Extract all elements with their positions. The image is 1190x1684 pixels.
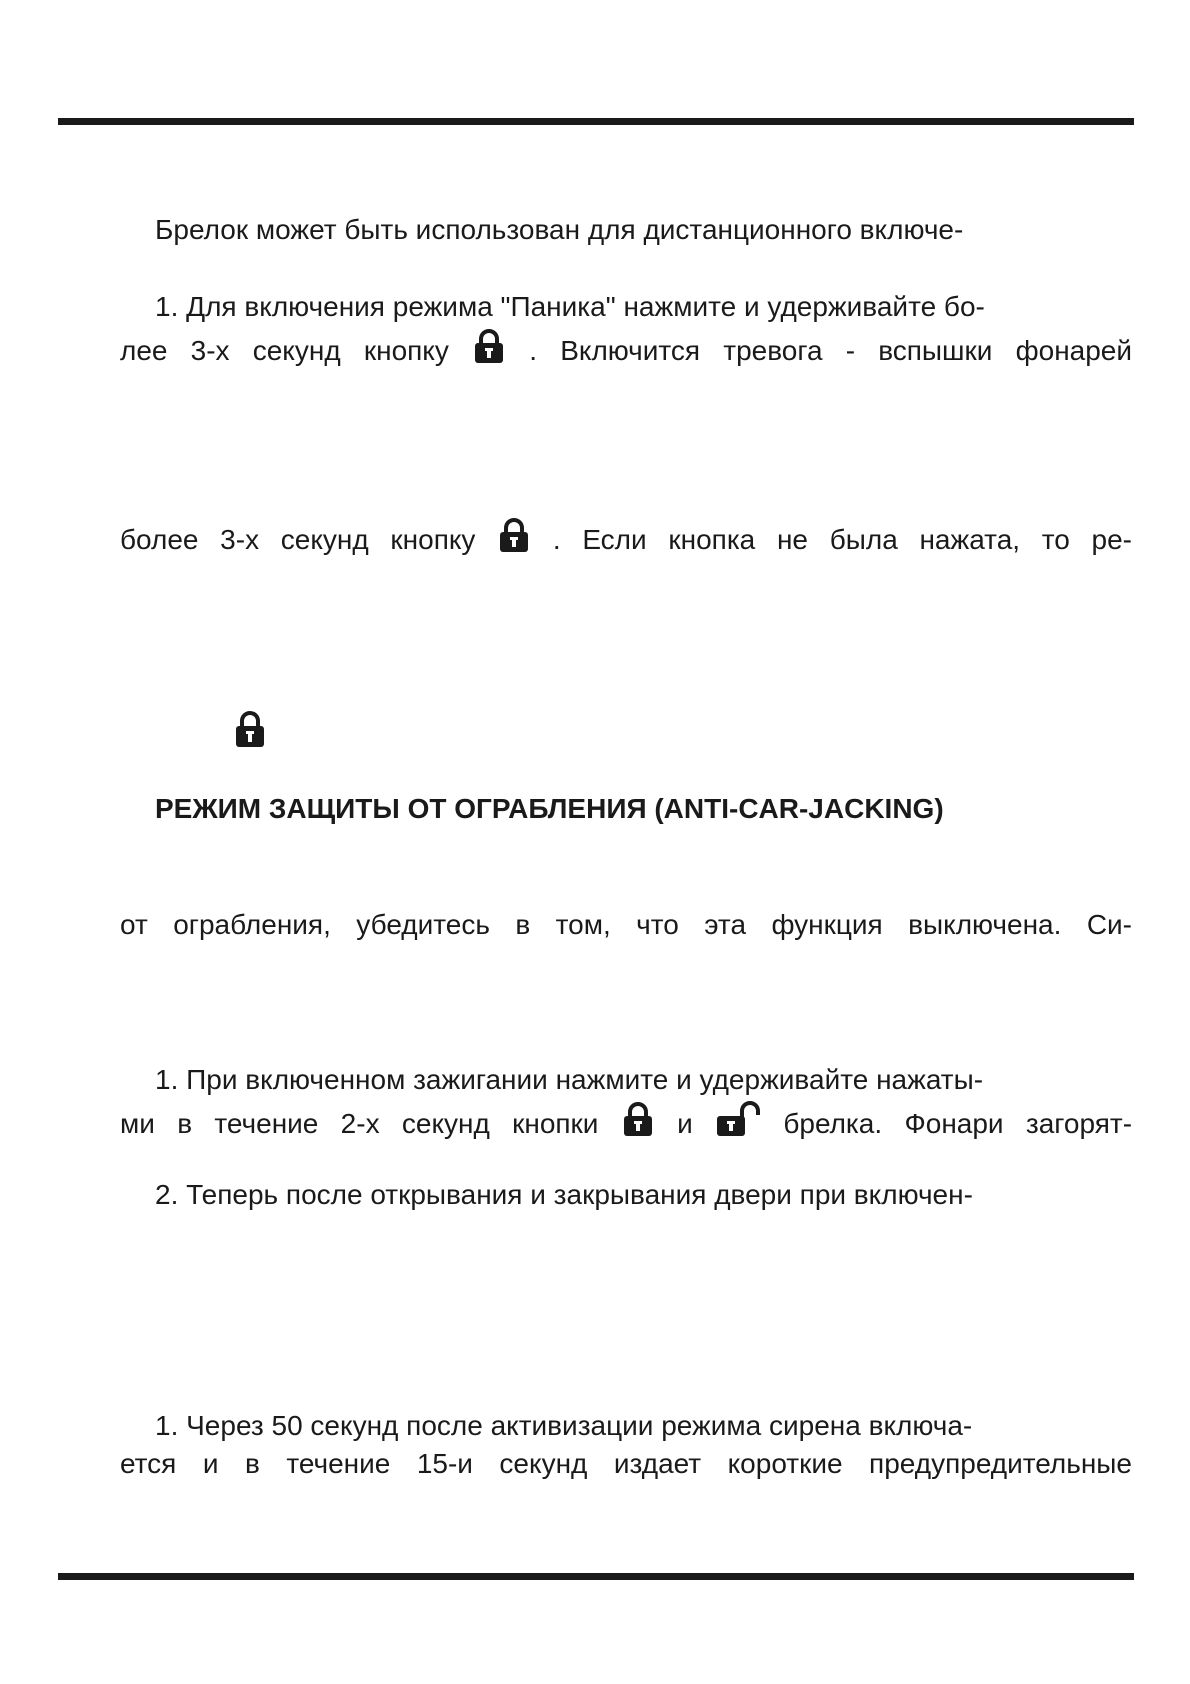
step1-text-c: брелка. Фонари загорят- bbox=[783, 1108, 1133, 1139]
siren-step-line-1: 1. Через 50 секунд после активизации режима сирена включа- bbox=[155, 1410, 973, 1441]
bottom-rule bbox=[58, 1573, 1134, 1580]
step2-line: 2. Теперь после открывания и закрывания двери при включен- bbox=[155, 1179, 973, 1210]
panic-off-text-b: . Если кнопка не была нажата, то ре- bbox=[552, 524, 1132, 555]
step1-text-a: ми в течение 2-х секунд кнопки bbox=[120, 1108, 599, 1139]
step1-text-b: и bbox=[677, 1108, 693, 1139]
anti-jacking-paragraph-line: от ограбления, убедитесь в том, что эта функция выключена. Си- bbox=[120, 909, 1132, 940]
step1-line-2 bbox=[120, 1101, 1132, 1141]
lock-closed-icon bbox=[621, 1101, 655, 1137]
lock-closed-icon bbox=[233, 710, 267, 753]
panic-line2-text-b: . Включится тревога - вспышки фонарей bbox=[529, 335, 1133, 366]
panic-off-line bbox=[120, 517, 1132, 557]
intro-paragraph-line: Брелок может быть использован для дистанционного включе- bbox=[155, 214, 964, 245]
lock-closed-icon bbox=[497, 517, 531, 553]
step1-line-1: 1. При включенном зажигании нажмите и удерживайте нажаты- bbox=[155, 1064, 984, 1095]
top-rule bbox=[58, 118, 1134, 125]
panic-line2-text-a: лее 3-х секунд кнопку bbox=[120, 335, 449, 366]
panic-step-line-2 bbox=[120, 328, 1132, 368]
lock-closed-icon bbox=[472, 328, 506, 364]
panic-off-text-a: более 3-х секунд кнопку bbox=[120, 524, 476, 555]
panic-step-line-1: 1. Для включения режима "Паника" нажмите и удерживайте бо- bbox=[155, 291, 985, 322]
lock-open-icon bbox=[715, 1101, 761, 1137]
siren-step-line-2: ется и в течение 15-и секунд издает короткие предупредительные bbox=[120, 1448, 1132, 1479]
section-heading: РЕЖИМ ЗАЩИТЫ ОТ ОГРАБЛЕНИЯ (ANTI-CAR-JACKING) bbox=[155, 793, 944, 824]
